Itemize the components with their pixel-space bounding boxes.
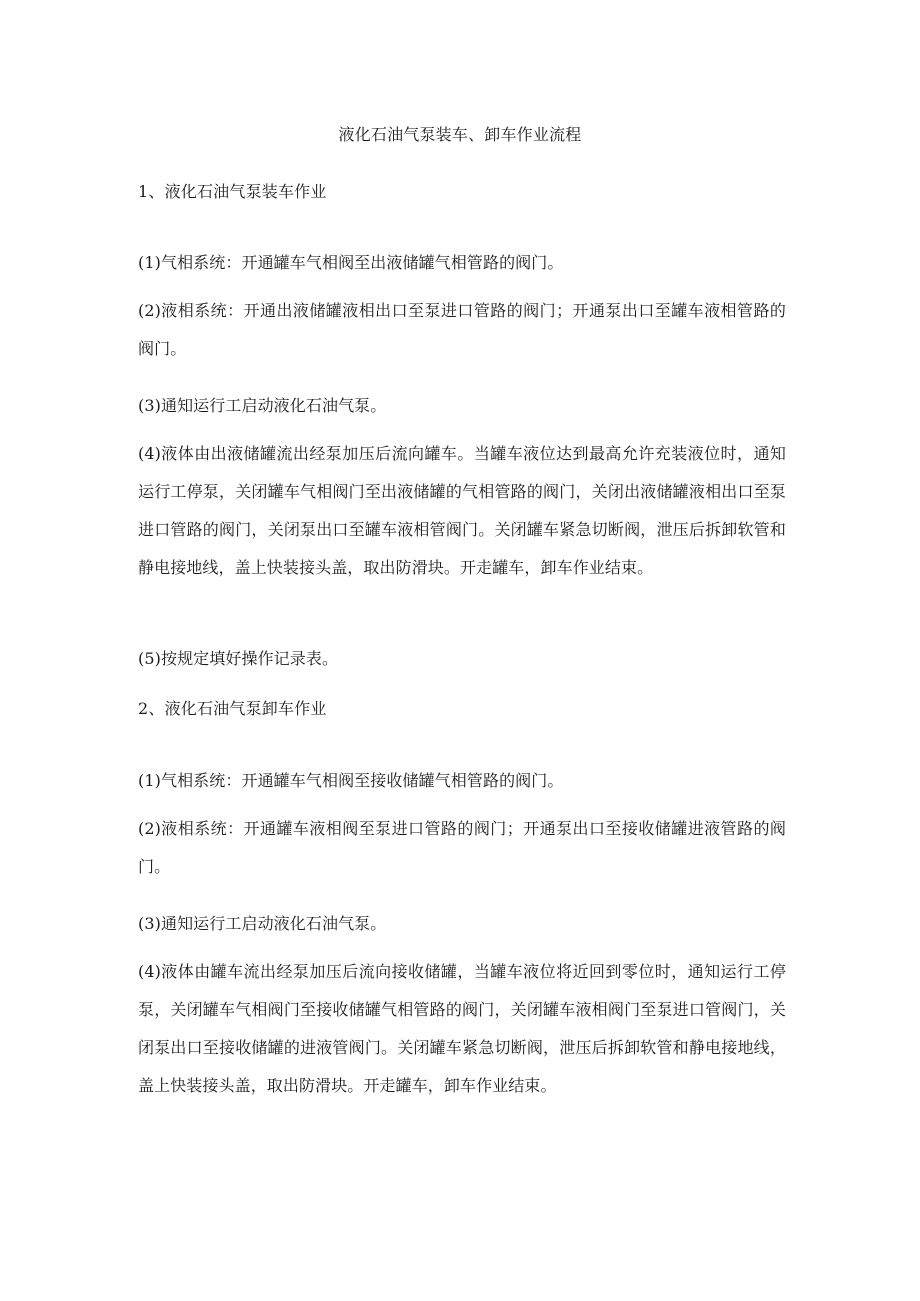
paragraph-unloading-step-2: (2)液相系统：开通罐车液相阀至泵进口管路的阀门；开通泵出口至接收储罐进液管路的阀门。 <box>138 819 786 876</box>
paragraph-loading-step-5: (5)按规定填好操作记录表。 <box>138 649 339 668</box>
section-heading-loading: 1、液化石油气泵装车作业 <box>138 182 327 201</box>
paragraph-loading-step-2: (2)液相系统：开通出液储罐液相出口至泵进口管路的阀门；开通泵出口至罐车液相管路的阀门。 <box>138 301 786 358</box>
document-title: 液化石油气泵装车、卸车作业流程 <box>338 125 582 144</box>
paragraph-loading-step-1: (1)气相系统：开通罐车气相阀至出液储罐气相管路的阀门。 <box>138 253 564 272</box>
paragraph-unloading-step-4: (4)液体由罐车流出经泵加压后流向接收储罐，当罐车液位将近回到零位时，通知运行工停泵，关闭罐车气相阀门至接收储罐气相管路的阀门，关闭罐车液相阀门至泵进口管阀门，关闭泵出口至接收储罐的进液管阀门。关闭罐车紧急切断阀，泄压后拆卸软管和静电接地线，盖上快装接头盖，取出防滑块。开走罐车，卸车作业结束。 <box>138 962 786 1095</box>
paragraph-unloading-step-3: (3)通知运行工启动液化石油气泵。 <box>138 914 387 933</box>
section-heading-unloading: 2、液化石油气泵卸车作业 <box>138 699 327 718</box>
paragraph-unloading-step-1: (1)气相系统：开通罐车气相阀至接收储罐气相管路的阀门。 <box>138 771 564 790</box>
paragraph-loading-step-3: (3)通知运行工启动液化石油气泵。 <box>138 396 387 415</box>
paragraph-loading-step-4: (4)液体由出液储罐流出经泵加压后流向罐车。当罐车液位达到最高允许充装液位时，通知运行工停泵，关闭罐车气相阀门至出液储罐的气相管路的阀门，关闭出液储罐液相出口至泵进口管路的阀门，关闭泵出口至罐车液相管阀门。关闭罐车紧急切断阀，泄压后拆卸软管和静电接地线，盖上快装接头盖，取出防滑块。开走罐车，卸车作业结束。 <box>138 444 786 577</box>
